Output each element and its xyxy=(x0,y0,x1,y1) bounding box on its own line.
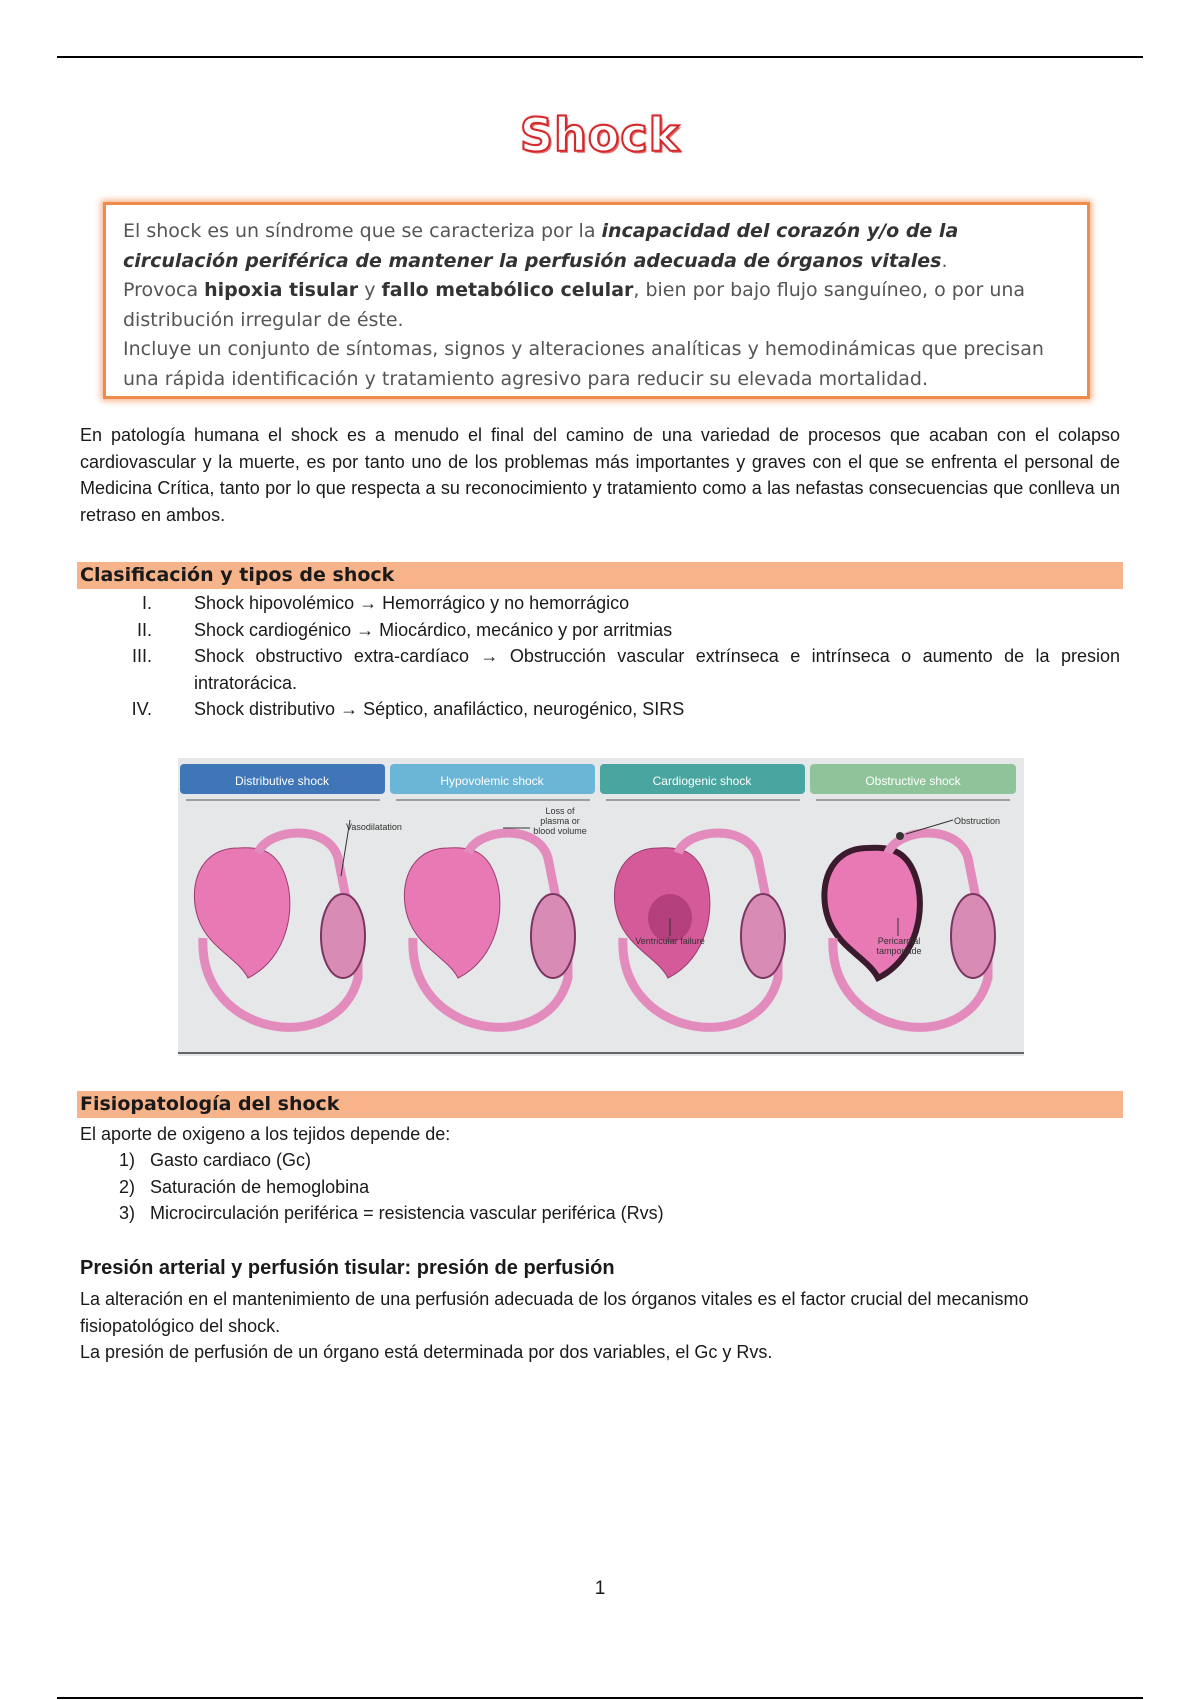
list-text: Shock cardiogénico → Miocárdico, mecánico y por arritmias xyxy=(194,619,673,640)
classification-list xyxy=(80,590,1120,723)
panel-label: Vasodilatation xyxy=(346,822,402,832)
panel-title: Obstructive shock xyxy=(865,774,961,788)
definition-emphasis: incapacidad del corazón y/o de la circulación periférica de mantener la perfusión adecuada de órganos vitales xyxy=(123,220,959,272)
panel-label: Loss of plasma or blood volume xyxy=(533,806,587,836)
capillary-bed xyxy=(951,894,995,978)
definition-bold: fallo metabólico celular xyxy=(381,279,634,301)
panel-label-2: Pericardial tamponade xyxy=(876,936,922,956)
list-text: Shock distributivo → Séptico, anafiláctico, neurogénico, SIRS xyxy=(194,699,685,719)
page-title: Shock xyxy=(519,108,681,162)
list-item xyxy=(80,696,1120,723)
definition-line-1 xyxy=(123,217,1071,276)
list-item xyxy=(80,1147,1120,1174)
definition-text: . xyxy=(941,249,948,272)
intro-paragraph xyxy=(80,422,1120,528)
list-text: Shock obstructivo extra-cardíaco → Obstrucción vascular extrínseca e intrínseca o aumento de la presion intratorácica. xyxy=(194,646,1120,693)
panel-title: Distributive shock xyxy=(234,774,330,788)
pressure-paragraph xyxy=(80,1286,1120,1366)
bottom-rule xyxy=(57,1697,1143,1699)
physiopathology-intro-text: El aporte de oxigeno a los tejidos depende de: xyxy=(80,1124,451,1144)
definition-box xyxy=(103,202,1090,399)
definition-text: y xyxy=(358,279,382,301)
list-item xyxy=(80,643,1120,696)
panel-label: Ventricular failure xyxy=(635,936,705,946)
classification-heading: Clasificación y tipos de shock xyxy=(77,562,1123,589)
definition-text: , bien por bajo flujo sanguíneo, o por una distribución irregular de éste. xyxy=(123,279,1026,331)
list-number: 3) xyxy=(118,1203,135,1223)
panel-label-box xyxy=(530,806,590,861)
list-item xyxy=(80,590,1120,617)
list-text: Gasto cardiaco (Gc) xyxy=(150,1150,312,1170)
definition-bold: hipoxia tisular xyxy=(204,279,359,301)
capillary-bed xyxy=(531,894,575,978)
list-number: III. xyxy=(131,646,152,666)
panel-title: Cardiogenic shock xyxy=(652,774,752,788)
physiopathology-heading: Fisiopatología del shock xyxy=(77,1091,1123,1118)
oxygen-factors-list xyxy=(80,1147,1120,1227)
capillary-bed xyxy=(741,894,785,978)
list-item xyxy=(80,617,1120,644)
panel-title: Hypovolemic shock xyxy=(440,774,544,788)
list-number: 1) xyxy=(118,1150,135,1170)
list-number: I. xyxy=(141,593,152,613)
obstruction-marker xyxy=(896,832,904,840)
page-number: 1 xyxy=(594,1578,606,1599)
list-item xyxy=(80,1174,1120,1201)
shock-types-illustration xyxy=(178,758,1024,1056)
panel-label-box xyxy=(863,936,935,966)
list-text: Saturación de hemoglobina xyxy=(150,1176,370,1197)
panel-label: Obstruction xyxy=(954,816,1001,826)
pressure-text-2: La presión de perfusión de un órgano está determinada por dos variables, el Gc y Rvs. xyxy=(80,1342,773,1362)
definition-text: El shock es un síndrome que se caracteriza por la xyxy=(123,220,602,242)
pressure-text-1: La alteración en el mantenimiento de una perfusión adecuada de los órganos vitales es el factor crucial del mecanismo fisiopatológico del shock. xyxy=(80,1289,1029,1336)
capillary-bed xyxy=(321,894,365,978)
definition-line-2 xyxy=(123,276,1071,335)
panel-label-box xyxy=(635,936,705,966)
list-number: II. xyxy=(136,619,152,640)
list-item xyxy=(80,1200,1120,1227)
top-rule xyxy=(57,56,1143,58)
pressure-heading: Presión arterial y perfusión tisular: presión de perfusión xyxy=(80,1257,615,1279)
list-number: IV. xyxy=(131,699,152,719)
shock-types-figure xyxy=(178,758,1024,1056)
physiopathology-intro xyxy=(80,1121,1120,1148)
list-text: Shock hipovolémico → Hemorrágico y no hemorrágico xyxy=(194,593,630,613)
intro-text: En patología humana el shock es a menudo el final del camino de una variedad de procesos que acaban con el colapso cardiovascular y la muerte, es por tanto uno de los problemas más importantes y graves con el que se enfrenta el personal de Medicina Crítica, tanto por lo que respecta a su reconocimiento y tratamiento como a las nefastas consecuencias que conlleva un retraso en ambos. xyxy=(80,425,1120,525)
list-text: Microcirculación periférica = resistencia vascular periférica (Rvs) xyxy=(150,1203,664,1223)
list-number: 2) xyxy=(118,1176,135,1197)
definition-line-3: Incluye un conjunto de síntomas, signos y alteraciones analíticas y hemodinámicas que precisan una rápida identificación y tratamiento agresivo para reducir su elevada mortalidad. xyxy=(123,338,1044,390)
definition-text: Provoca xyxy=(123,279,205,301)
